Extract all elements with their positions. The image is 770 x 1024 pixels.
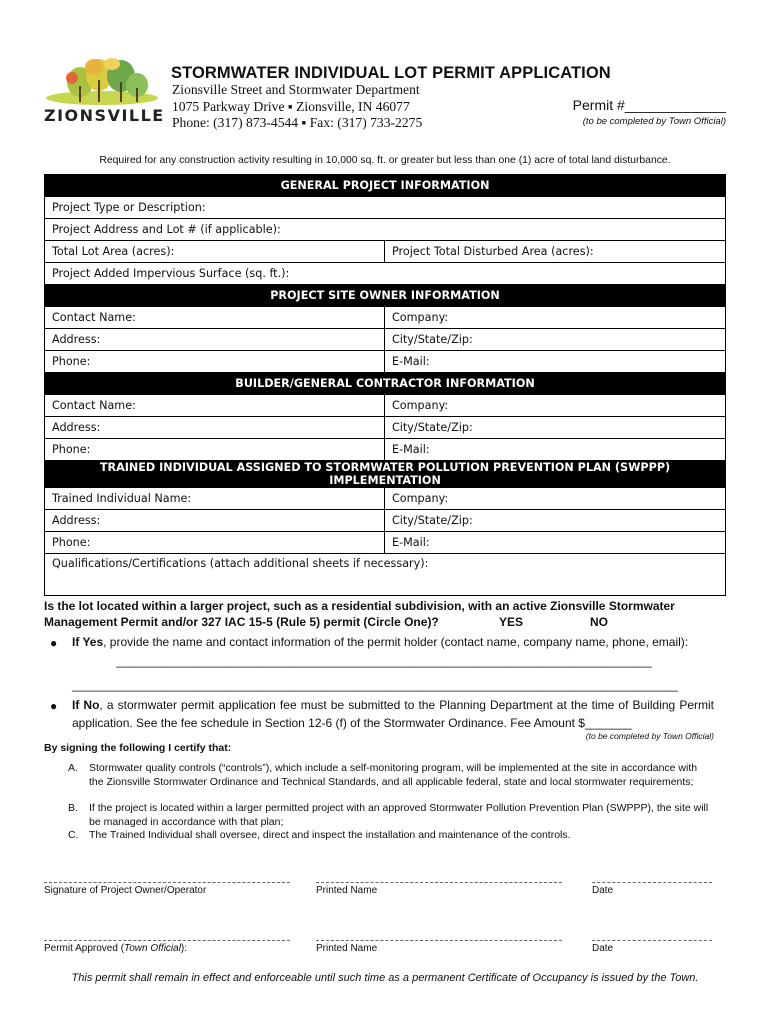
builder-phone-field[interactable]: Phone: xyxy=(45,439,385,461)
footer-note: This permit shall remain in effect and enforceable until such time as a permanent Certificate of Occupancy is issued by the Town. xyxy=(71,972,699,984)
trained-email-field[interactable]: E-Mail: xyxy=(385,532,726,554)
approval-signature-line[interactable] xyxy=(44,940,290,941)
section-header-owner: PROJECT SITE OWNER INFORMATION xyxy=(45,285,726,307)
no-option[interactable]: NO xyxy=(590,615,608,629)
yes-option[interactable]: YES xyxy=(499,615,524,629)
owner-address-field[interactable]: Address: xyxy=(45,329,385,351)
printed-name-label: Printed Name xyxy=(316,943,378,954)
bullet-icon: ● xyxy=(50,636,58,650)
logo-wordmark: ZIONSVILLE xyxy=(44,106,165,125)
item-b-text: If the project is located within a larger permitted project with an approved Stormwater Pollution Prevention Plan (SWPPP), the site will be managed in accordance with that plan; xyxy=(89,802,709,828)
if-no-label: If No xyxy=(72,698,100,712)
if-no-body: , a stormwater permit application fee must be submitted to the Planning Department at the time of Building Permit application. See the fee schedule in Section 12-6 (f) of the Stormwater Ordinance. Fee Amount $_______ xyxy=(72,698,714,730)
section-header-builder: BUILDER/GENERAL CONTRACTOR INFORMATION xyxy=(45,373,726,395)
project-type-field[interactable]: Project Type or Description: xyxy=(45,197,726,219)
item-a-letter: A. xyxy=(68,762,78,774)
builder-contact-field[interactable]: Contact Name: xyxy=(45,395,385,417)
permit-note: (to be completed by Town Official) xyxy=(582,116,726,127)
question-line-2: Management Permit and/or 327 IAC 15-5 (Rule 5) permit (Circle One)? xyxy=(44,615,439,629)
approval-printed-name-line[interactable] xyxy=(316,940,562,941)
owner-phone-field[interactable]: Phone: xyxy=(45,351,385,373)
permit-holder-line-1[interactable]: ____________________________________________________________________________________ xyxy=(116,654,652,668)
section-header-trained: TRAINED INDIVIDUAL ASSIGNED TO STORMWATER POLLUTION PREVENTION PLAN (SWPPP) IMPLEMENTATION xyxy=(45,461,726,488)
impervious-surface-field[interactable]: Project Added Impervious Surface (sq. ft.): xyxy=(45,263,726,285)
printed-name-label: Printed Name xyxy=(316,885,378,896)
owner-signature-line[interactable] xyxy=(44,882,290,883)
trees-logo-icon xyxy=(44,58,160,106)
trained-address-field[interactable]: Address: xyxy=(45,510,385,532)
requirement-note: Required for any construction activity resulting in 10,000 sq. ft. or greater but less than one (1) acre of total land disturbance. xyxy=(99,155,671,166)
owner-city-field[interactable]: City/State/Zip: xyxy=(385,329,726,351)
owner-contact-field[interactable]: Contact Name: xyxy=(45,307,385,329)
builder-email-field[interactable]: E-Mail: xyxy=(385,439,726,461)
application-form-table xyxy=(44,174,726,596)
department-phone: Phone: (317) 873-4544 ▪ Fax: (317) 733-2275 xyxy=(172,115,423,130)
project-address-field[interactable]: Project Address and Lot # (if applicable): xyxy=(45,219,726,241)
larger-project-question xyxy=(44,598,734,630)
permit-approved-label xyxy=(44,943,187,954)
approved-prefix: Permit Approved ( xyxy=(44,943,125,954)
total-lot-area-field[interactable]: Total Lot Area (acres): xyxy=(45,241,385,263)
builder-city-field[interactable]: City/State/Zip: xyxy=(385,417,726,439)
trained-name-field[interactable]: Trained Individual Name: xyxy=(45,488,385,510)
certify-item-a xyxy=(68,762,713,804)
qualifications-field[interactable]: Qualifications/Certifications (attach additional sheets if necessary): xyxy=(45,554,726,596)
disturbed-area-field[interactable]: Project Total Disturbed Area (acres): xyxy=(385,241,726,263)
permit-number-field[interactable]: Permit #_____________ xyxy=(572,97,726,113)
trained-phone-field[interactable]: Phone: xyxy=(45,532,385,554)
permit-holder-line-2[interactable]: _______________________________________________________________________________________________ xyxy=(72,678,678,692)
owner-signature-label: Signature of Project Owner/Operator xyxy=(44,885,207,896)
item-c-letter: C. xyxy=(68,829,79,841)
question-line-1: Is the lot located within a larger project, such as a residential subdivision, with an active Zionsville Stormwater xyxy=(44,599,675,613)
item-c-text: The Trained Individual shall oversee, direct and inspect the installation and maintenance of the controls. xyxy=(89,829,571,841)
section-header-general: GENERAL PROJECT INFORMATION xyxy=(45,175,726,197)
builder-address-field[interactable]: Address: xyxy=(45,417,385,439)
item-b-letter: B. xyxy=(68,802,78,814)
if-no-text xyxy=(72,697,714,732)
approved-town-official: Town Official xyxy=(124,943,181,954)
certify-item-b xyxy=(68,802,713,830)
if-yes-body: , provide the name and contact information of the permit holder (contact name, company name, phone, email): xyxy=(103,635,689,649)
certify-heading: By signing the following I certify that: xyxy=(44,742,232,754)
owner-company-field[interactable]: Company: xyxy=(385,307,726,329)
date-label: Date xyxy=(592,885,614,896)
owner-email-field[interactable]: E-Mail: xyxy=(385,351,726,373)
certify-item-c xyxy=(68,829,713,843)
form-title: STORMWATER INDIVIDUAL LOT PERMIT APPLICATION xyxy=(171,64,611,82)
if-yes-text xyxy=(72,634,714,652)
zionsville-logo xyxy=(44,58,165,128)
fee-note: (to be completed by Town Official) xyxy=(585,731,714,741)
department-name: Zionsville Street and Stormwater Department xyxy=(172,82,420,97)
item-a-text: Stormwater quality controls (“controls”), which include a self-monitoring program, will be implemented at the site in accordance with the Zionsville Stormwater Ordinance and Technical Standards, and all applicable federal, state and local stormwater requirements; xyxy=(89,762,698,788)
approved-suffix: ): xyxy=(180,943,188,954)
owner-printed-name-line[interactable] xyxy=(316,882,562,883)
builder-company-field[interactable]: Company: xyxy=(385,395,726,417)
approval-date-line[interactable] xyxy=(592,940,712,941)
department-address: 1075 Parkway Drive ▪ Zionsville, IN 46077 xyxy=(172,99,410,114)
trained-company-field[interactable]: Company: xyxy=(385,488,726,510)
bullet-icon: ● xyxy=(50,699,58,713)
trained-city-field[interactable]: City/State/Zip: xyxy=(385,510,726,532)
date-label: Date xyxy=(592,943,614,954)
if-yes-label: If Yes xyxy=(72,635,104,649)
owner-date-line[interactable] xyxy=(592,882,712,883)
question-line-2-row xyxy=(44,614,734,630)
